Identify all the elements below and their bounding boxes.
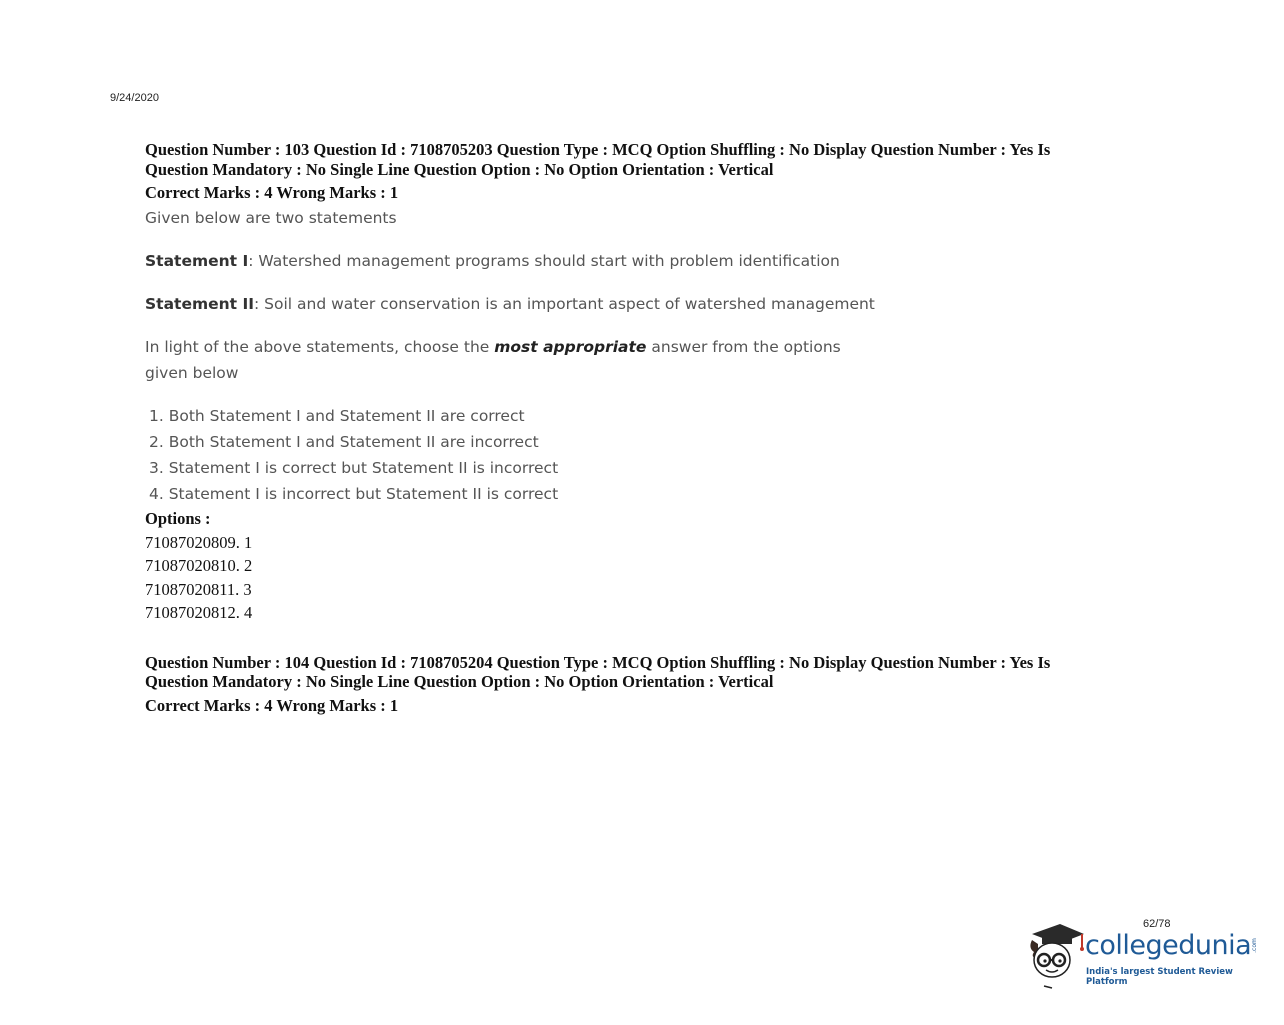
instruction-post: answer from the options given below xyxy=(145,337,841,382)
answer-choices xyxy=(149,403,1145,507)
statement-1-text: : Watershed management programs should start with problem identification xyxy=(248,251,840,270)
question-intro: Given below are two statements xyxy=(145,208,397,227)
statement-1 xyxy=(145,248,1145,274)
collegedunia-logo xyxy=(1024,918,1264,990)
answer-choice: 2. Both Statement I and Statement II are incorrect xyxy=(149,432,539,451)
question-104-marks: Correct Marks : 4 Wrong Marks : 1 xyxy=(145,695,399,715)
question-103-meta-line2: Question Mandatory : No Single Line Question Option : No Option Orientation : Vertical xyxy=(145,159,774,179)
instruction-emphasis: most appropriate xyxy=(494,337,647,356)
question-103-marks: Correct Marks : 4 Wrong Marks : 1 xyxy=(145,183,399,202)
question-103-meta xyxy=(145,140,1145,179)
statement-2-text: : Soil and water conservation is an important aspect of watershed management xyxy=(254,294,875,313)
page-number: 62/78 xyxy=(1143,918,1171,930)
instruction xyxy=(145,334,885,386)
option-item: 71087020809. 1 xyxy=(145,532,253,552)
statement-2 xyxy=(145,291,1145,317)
question-104-meta xyxy=(145,653,1145,692)
statement-2-label: Statement II xyxy=(145,294,254,313)
option-item: 71087020810. 2 xyxy=(145,556,253,575)
brand-name: collegedunia xyxy=(1085,930,1252,961)
page-content xyxy=(145,140,1145,715)
question-104-meta-line1: Question Number : 104 Question Id : 7108705204 Question Type : MCQ Option Shuffling : No Display Question Number : Yes Is xyxy=(145,652,1051,672)
answer-choice: 4. Statement I is incorrect but Statement II is correct xyxy=(149,484,559,503)
mascot-icon xyxy=(1024,918,1088,990)
question-103-meta-line1: Question Number : 103 Question Id : 7108705203 Question Type : MCQ Option Shuffling : No Display Question Number : Yes Is xyxy=(145,140,1051,159)
options-heading: Options : xyxy=(145,508,211,528)
instruction-pre: In light of the above statements, choose the xyxy=(145,337,495,356)
option-item: 71087020812. 4 xyxy=(145,603,253,622)
brand-suffix: .com xyxy=(1250,938,1258,953)
answer-choice: 3. Statement I is correct but Statement II is incorrect xyxy=(149,458,559,477)
statement-1-label: Statement I xyxy=(145,251,249,270)
question-104-meta-line2: Question Mandatory : No Single Line Question Option : No Option Orientation : Vertical xyxy=(145,672,774,691)
print-date: 9/24/2020 xyxy=(110,92,159,104)
answer-choice: 1. Both Statement I and Statement II are correct xyxy=(149,406,525,425)
option-item: 71087020811. 3 xyxy=(145,579,252,599)
brand-tagline: India's largest Student Review Platform xyxy=(1086,967,1233,987)
